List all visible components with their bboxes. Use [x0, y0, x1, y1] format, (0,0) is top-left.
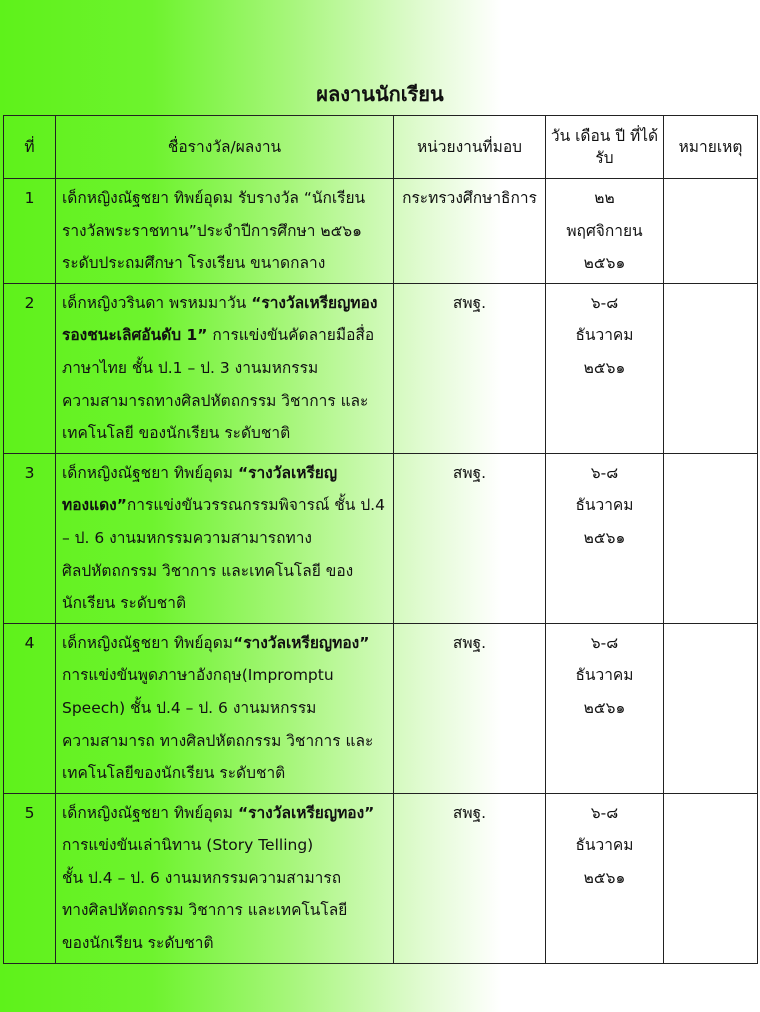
table-row	[4, 793, 758, 963]
table-header-row	[4, 116, 758, 179]
agency: กระทรวงศึกษาธิการ	[394, 179, 546, 284]
award-text: เทคโนโลยีของนักเรียน ระดับชาติ	[62, 764, 286, 783]
date-part: ธันวาคม	[575, 836, 634, 855]
agency: สพฐ.	[394, 283, 546, 453]
agency: สพฐ.	[394, 453, 546, 623]
award-line	[62, 894, 387, 927]
award-title-bold: ทองแดง”	[62, 496, 127, 515]
header-award: ชื่อรางวัล/ผลงาน	[56, 116, 394, 179]
award-text: เด็กหญิงณัฐชยา ทิพย์อุดม	[62, 803, 238, 822]
award-line	[62, 797, 387, 830]
award-line	[62, 215, 387, 248]
award-text: Speech) ชั้น ป.4 – ป. 6 งานมหกรรม	[62, 698, 317, 717]
award-description	[56, 793, 394, 963]
award-line	[62, 659, 387, 692]
award-title-bold: รองชนะเลิศอันดับ 1”	[62, 326, 208, 345]
date-part: ๒๕๖๑	[583, 358, 626, 377]
award-text: เด็กหญิงณัฐชยา ทิพย์อุดม	[62, 633, 234, 652]
award-line	[62, 457, 387, 490]
row-number: 4	[4, 623, 56, 793]
date-part: ๖-๘	[590, 463, 619, 482]
award-line	[62, 725, 387, 758]
award-text: เด็กหญิงวรินดา พรหมมาวัน	[62, 293, 252, 312]
award-text: เด็กหญิงณัฐชยา ทิพย์อุดม รับรางวัล “นักเรียน	[62, 189, 366, 207]
received-date	[546, 623, 664, 793]
award-text: ศิลปหัตถกรรม วิชาการ และเทคโนโลยี ของ	[62, 561, 354, 580]
award-line	[62, 182, 387, 215]
date-part: ๖-๘	[590, 293, 619, 312]
award-text: เด็กหญิงณัฐชยา ทิพย์อุดม	[62, 463, 238, 482]
header-date: วัน เดือน ปี ที่ได้รับ	[546, 116, 664, 179]
received-date	[546, 793, 664, 963]
award-text: เทคโนโลยี ของนักเรียน ระดับชาติ	[62, 424, 291, 443]
award-text: ทางศิลปหัตถกรรม วิชาการ และเทคโนโลยี	[62, 901, 348, 920]
date-part: ๖-๘	[590, 633, 619, 652]
row-number: 5	[4, 793, 56, 963]
award-text: การแข่งขันพูดภาษาอังกฤษ(Impromptu	[62, 666, 334, 685]
award-text: ชั้น ป.4 – ป. 6 งานมหกรรมความสามารถ	[62, 868, 342, 887]
remark	[664, 179, 758, 284]
award-title-bold: “รางวัลเหรียญทอง	[251, 293, 378, 312]
awards-table	[3, 115, 758, 964]
page-title: ผลงานนักเรียน	[316, 82, 444, 106]
received-date	[546, 179, 664, 284]
award-title-bold: “รางวัลเหรียญ	[237, 463, 338, 482]
award-text: นักเรียน ระดับชาติ	[62, 594, 187, 613]
date-part: ธันวาคม	[575, 496, 634, 515]
award-description	[56, 453, 394, 623]
award-text: ความสามารถทางศิลปหัตถกรรม วิชาการ และ	[62, 391, 369, 410]
row-number: 1	[4, 179, 56, 284]
received-date	[546, 453, 664, 623]
date-part: ธันวาคม	[575, 666, 634, 685]
award-description	[56, 179, 394, 284]
date-part: ๒๒	[594, 189, 615, 207]
award-line	[62, 319, 387, 352]
award-text: – ป. 6 งานมหกรรมความสามารถทาง	[62, 528, 312, 547]
award-line	[62, 757, 387, 790]
award-line	[62, 247, 387, 280]
award-line	[62, 489, 387, 522]
award-line	[62, 587, 387, 620]
award-text: รางวัลพระราชทาน”ประจำปีการศึกษา ๒๕๖๑	[62, 221, 362, 240]
row-number: 2	[4, 283, 56, 453]
award-line	[62, 627, 387, 660]
date-part: ๖-๘	[590, 803, 619, 822]
award-text: ระดับประถมศึกษา โรงเรียน ขนาดกลาง	[62, 254, 326, 273]
award-description	[56, 623, 394, 793]
award-title-bold: “รางวัลเหรียญทอง”	[237, 803, 375, 822]
award-line	[62, 385, 387, 418]
award-line	[62, 417, 387, 450]
award-text: ของนักเรียน ระดับชาติ	[62, 934, 214, 953]
award-text: ความสามารถ ทางศิลปหัตถกรรม วิชาการ และ	[62, 731, 374, 750]
date-part: พฤศจิกายน	[566, 221, 643, 240]
award-line	[62, 555, 387, 588]
award-line	[62, 522, 387, 555]
remark	[664, 793, 758, 963]
award-line	[62, 287, 387, 320]
award-text: การแข่งขันคัดลายมือสื่อ	[207, 326, 375, 345]
table-row	[4, 179, 758, 284]
remark	[664, 623, 758, 793]
table-row	[4, 623, 758, 793]
remark	[664, 453, 758, 623]
date-part: ธันวาคม	[575, 326, 634, 345]
date-part: ๒๕๖๑	[583, 868, 626, 887]
award-description	[56, 283, 394, 453]
award-text: ภาษาไทย ชั้น ป.1 – ป. 3 งานมหกรรม	[62, 358, 319, 377]
date-part: ๒๕๖๑	[583, 528, 626, 547]
award-line	[62, 927, 387, 960]
award-text: การแข่งขันวรรณกรรมพิจารณ์ ชั้น ป.4	[126, 496, 385, 515]
agency: สพฐ.	[394, 793, 546, 963]
award-line	[62, 692, 387, 725]
table-row	[4, 453, 758, 623]
row-number: 3	[4, 453, 56, 623]
award-line	[62, 862, 387, 895]
table-row	[4, 283, 758, 453]
award-title-bold: “รางวัลเหรียญทอง”	[233, 633, 370, 652]
award-text: การแข่งขันเล่านิทาน (Story Telling)	[62, 836, 314, 855]
remark	[664, 283, 758, 453]
header-remark: หมายเหตุ	[664, 116, 758, 179]
received-date	[546, 283, 664, 453]
date-part: ๒๕๖๑	[583, 254, 626, 273]
header-no: ที่	[4, 116, 56, 179]
award-line	[62, 829, 387, 862]
header-agency: หน่วยงานที่มอบ	[394, 116, 546, 179]
agency: สพฐ.	[394, 623, 546, 793]
date-part: ๒๕๖๑	[583, 698, 626, 717]
award-line	[62, 352, 387, 385]
